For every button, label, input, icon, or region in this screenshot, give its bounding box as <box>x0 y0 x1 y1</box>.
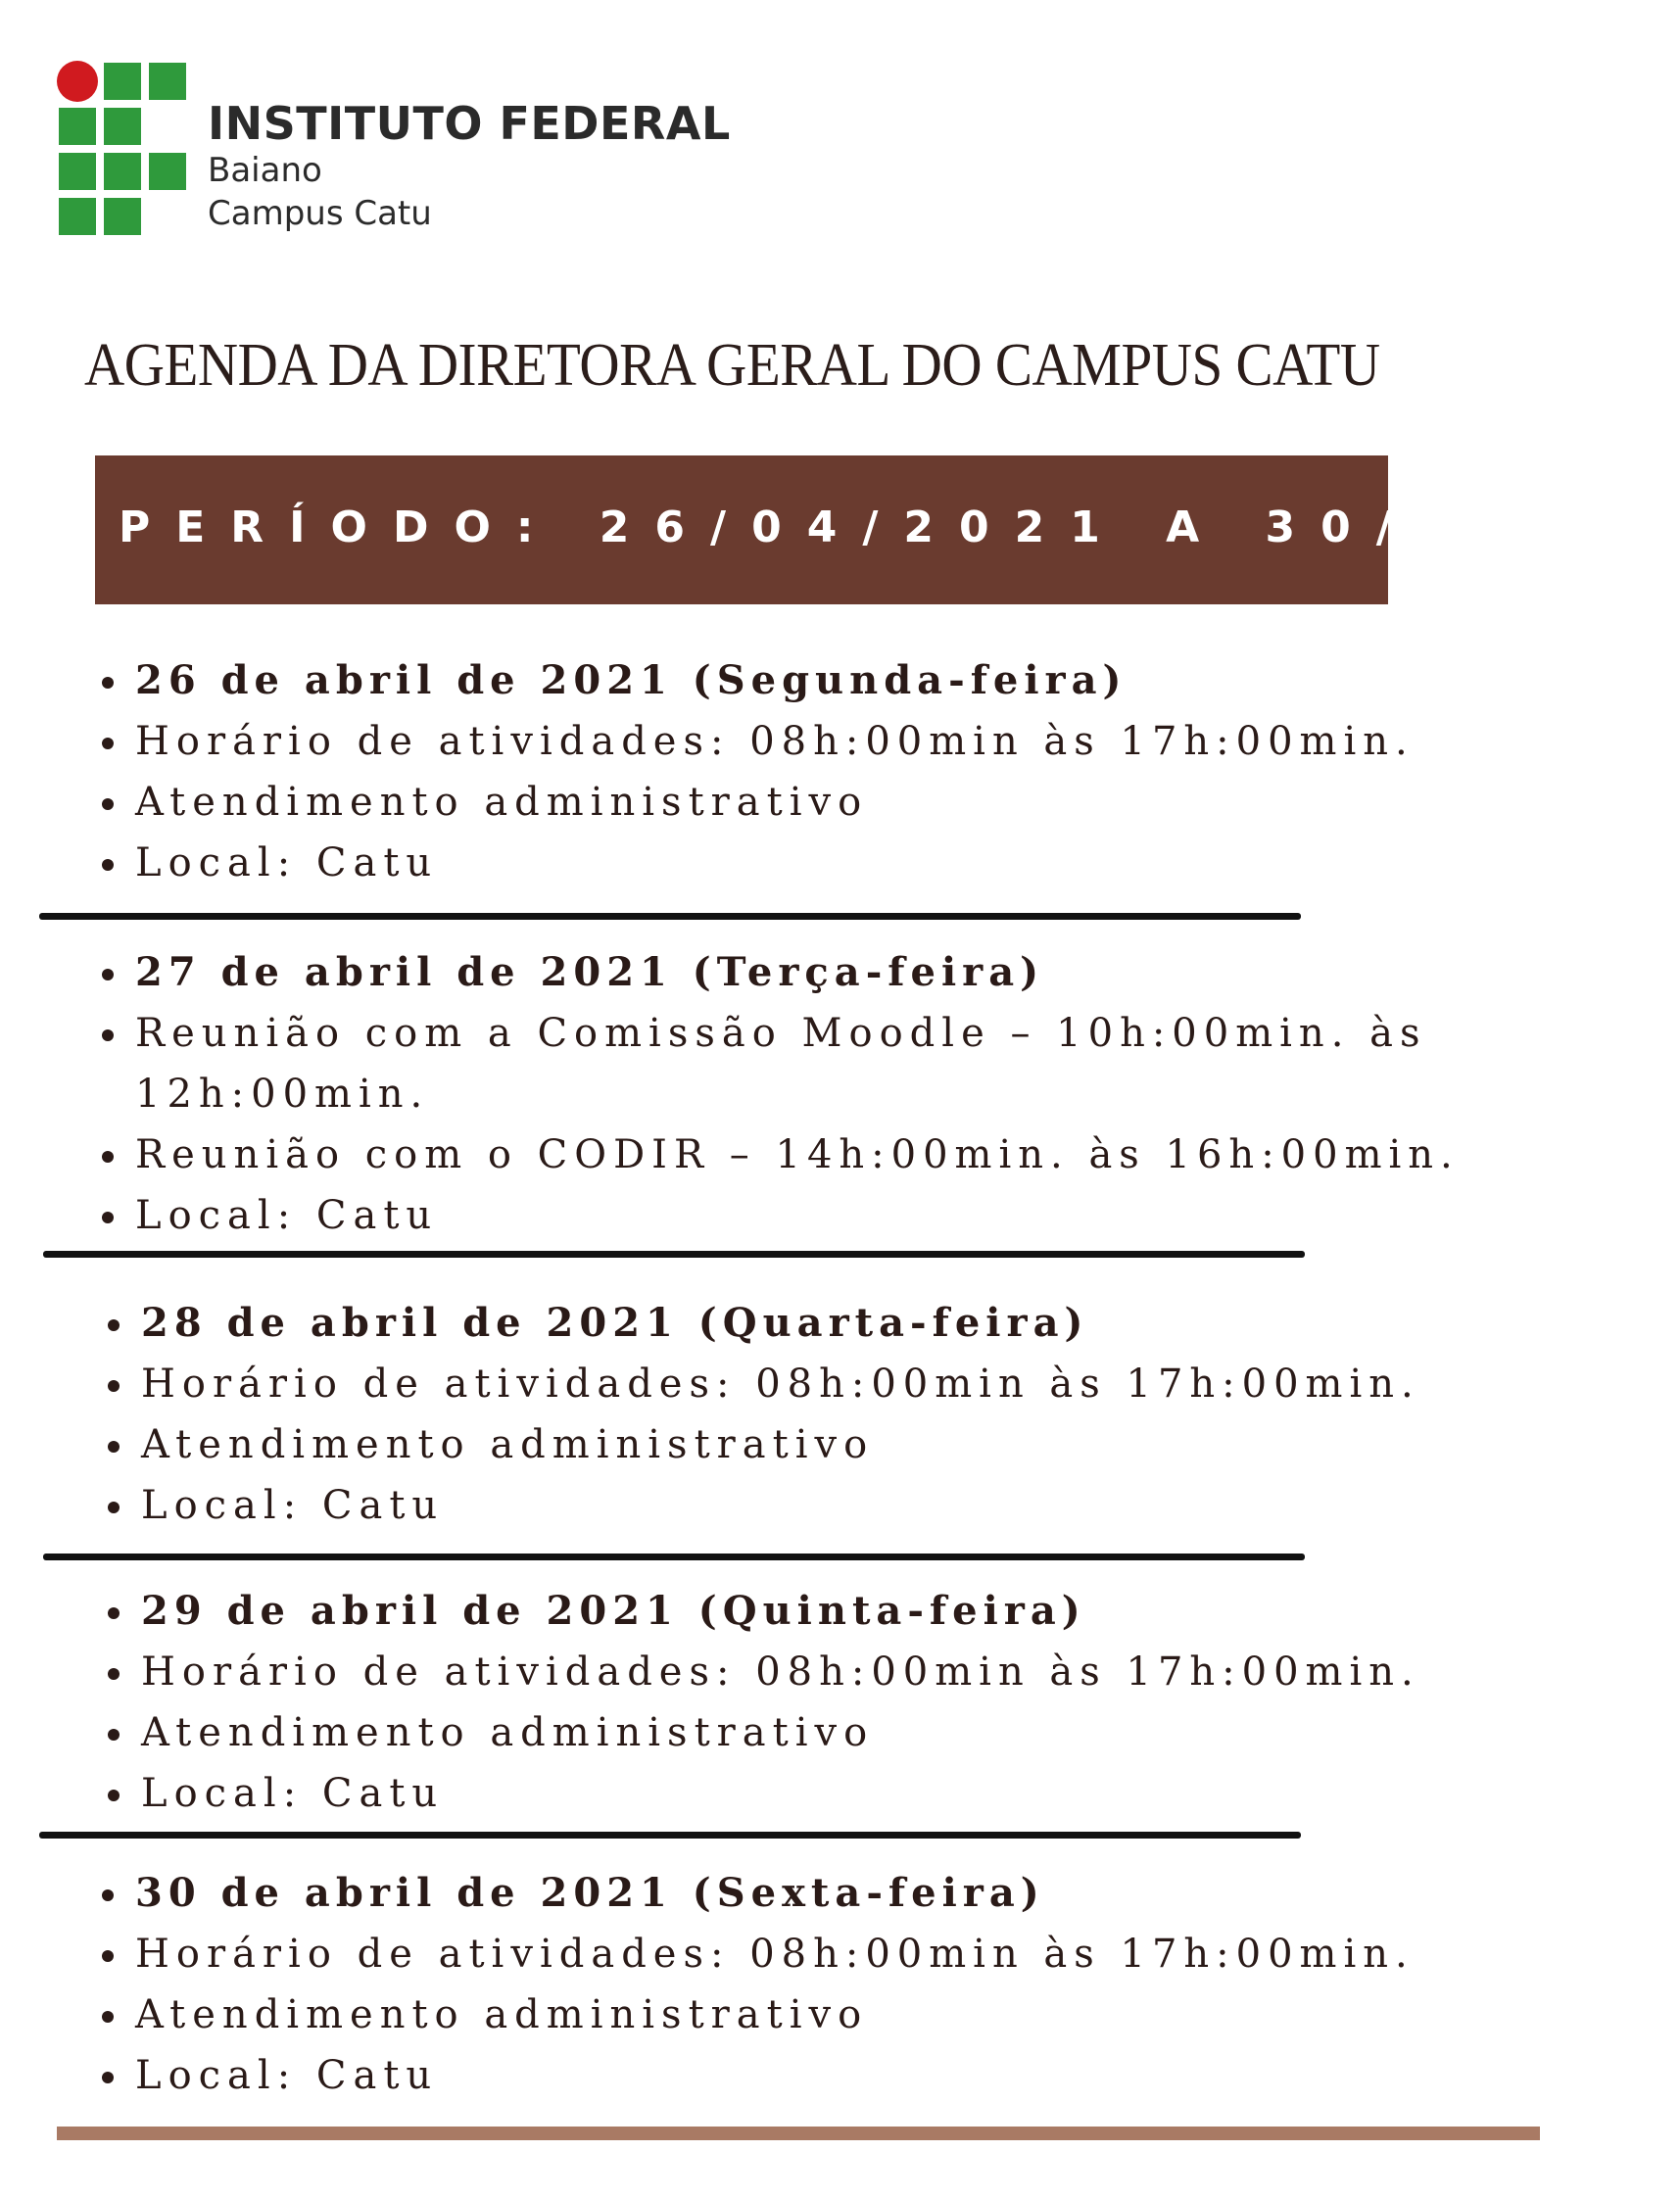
list-item: Atendimento administrativo <box>96 1984 1526 2045</box>
day-heading: 26 de abril de 2021 (Segunda-feira) <box>96 650 1526 711</box>
institution-logo <box>59 63 744 249</box>
list-item: Local: Catu <box>96 1185 1526 1246</box>
day-heading: 30 de abril de 2021 (Sexta-feira) <box>96 1863 1526 1924</box>
if-logo-grid-icon <box>59 63 188 239</box>
divider <box>43 1251 1305 1258</box>
day-heading: 29 de abril de 2021 (Quinta-feira) <box>102 1581 1532 1642</box>
list-item: Atendimento administrativo <box>102 1702 1532 1763</box>
day-section <box>96 1863 1526 2106</box>
list-item: Atendimento administrativo <box>102 1414 1532 1475</box>
logo-campus: Campus Catu <box>208 194 432 233</box>
divider <box>39 1832 1301 1839</box>
day-heading: 27 de abril de 2021 (Terça-feira) <box>96 942 1526 1003</box>
day-section <box>102 1293 1532 1536</box>
logo-red-dot <box>57 61 98 102</box>
list-item: Local: Catu <box>96 833 1526 893</box>
period-banner <box>95 455 1680 604</box>
bottom-accent-bar <box>57 2127 1540 2140</box>
page-title: AGENDA DA DIRETORA GERAL DO CAMPUS CATU <box>84 332 1380 399</box>
period-text: PERÍODO: 26/04/2021 A 30/04/20 <box>119 502 1680 552</box>
list-item: Local: Catu <box>102 1763 1532 1824</box>
day-section <box>102 1581 1532 1824</box>
day-section <box>96 650 1526 893</box>
list-item: Horário de atividades: 08h:00min às 17h:00min. <box>102 1354 1532 1414</box>
day-section <box>96 942 1526 1246</box>
logo-title: INSTITUTO FEDERAL <box>208 97 731 150</box>
list-item: Atendimento administrativo <box>96 772 1526 833</box>
list-item: Local: Catu <box>96 2045 1526 2106</box>
list-item: Reunião com a Comissão Moodle – 10h:00min. às 12h:00min. <box>96 1003 1487 1124</box>
list-item: Horário de atividades: 08h:00min às 17h:00min. <box>96 1924 1526 1984</box>
logo-subtitle: Baiano <box>208 151 322 190</box>
list-item: Reunião com o CODIR – 14h:00min. às 16h:00min. <box>96 1124 1526 1185</box>
list-item: Local: Catu <box>102 1475 1532 1536</box>
list-item: Horário de atividades: 08h:00min às 17h:00min. <box>102 1642 1532 1702</box>
logo-text <box>208 98 731 235</box>
list-item: Horário de atividades: 08h:00min às 17h:00min. <box>96 711 1526 772</box>
day-heading: 28 de abril de 2021 (Quarta-feira) <box>102 1293 1532 1354</box>
divider <box>39 913 1301 920</box>
divider <box>43 1554 1305 1560</box>
